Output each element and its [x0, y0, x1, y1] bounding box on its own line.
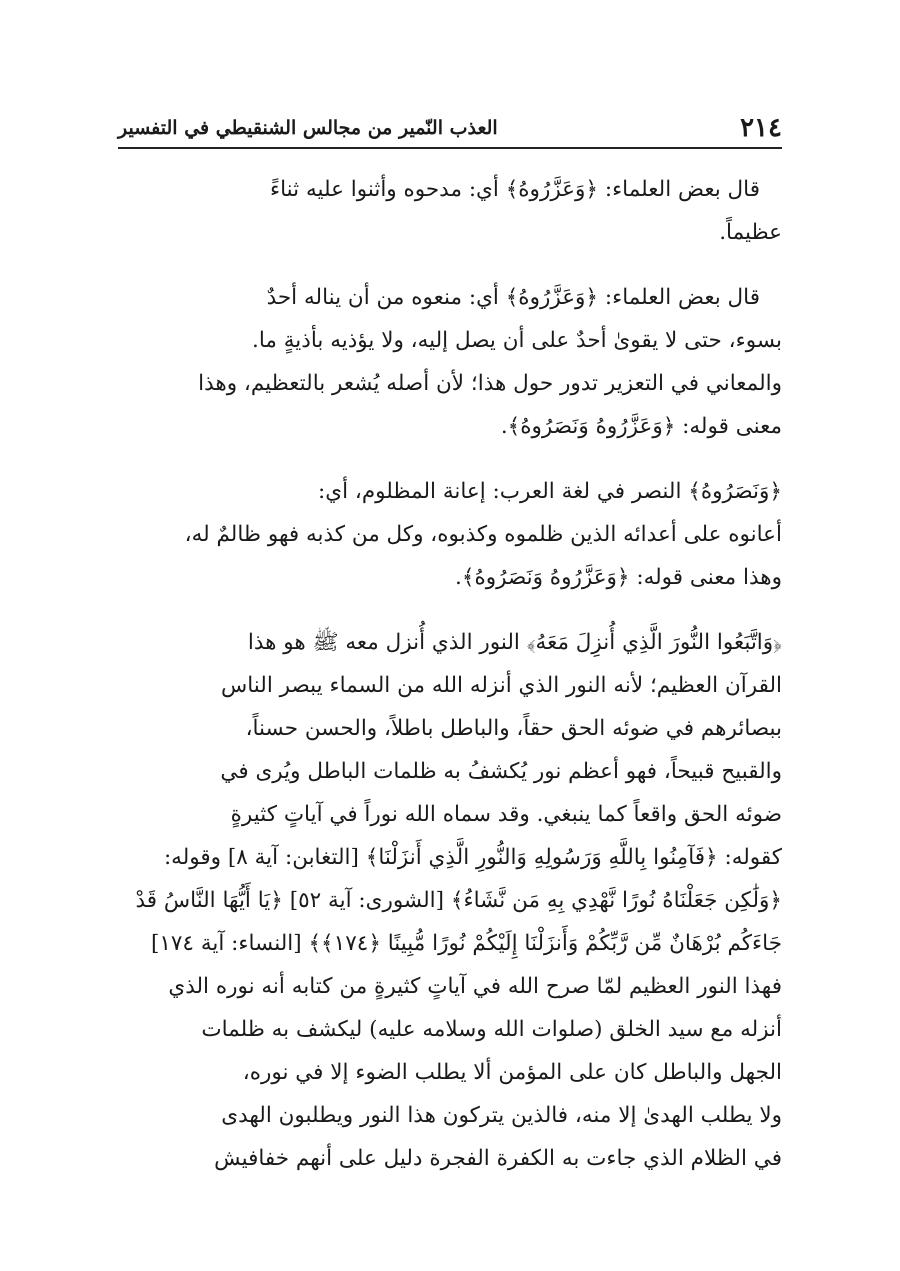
text-line: كقوله: ﴿فَآمِنُوا بِاللَّهِ وَرَسُولِهِ وَالنُّورِ الَّذِي أَنزَلْنَا﴾ [التغابن: آية ٨] وقوله:	[163, 845, 782, 870]
text-line: والقبيح قبيحاً، فهو أعظم نور يُكشفُ به ظلمات الباطل ويُرى في	[220, 759, 782, 784]
paragraph	[118, 276, 782, 448]
text-line: بسوء، حتى لا يقوىٰ أحدٌ على أن يصل إليه، ولا يؤذيه بأذيةٍ ما.	[252, 328, 782, 353]
text-line: جَاءَكُم بُرْهَانٌ مِّن رَّبِّكُمْ وَأَنزَلْنَا إِلَيْكُمْ نُورًا مُّبِينًا ﴿١٧٤﴾﴾ [النساء: آية ١٧٤]	[150, 931, 782, 956]
text-line: ﴿وَنَصَرُوهُ﴾ النصر في لغة العرب: إعانة المظلوم، أي:	[318, 479, 782, 504]
text-line: والمعاني في التعزير تدور حول هذا؛ لأن أصله يُشعر بالتعظيم، وهذا	[198, 371, 782, 396]
page-header	[118, 105, 782, 145]
text-line: ضوئه الحق واقعاً كما ينبغي. وقد سماه الله نوراً في آياتٍ كثيرةٍ	[230, 802, 782, 827]
page-body	[118, 168, 782, 1201]
header-divider	[118, 147, 782, 149]
text-line: قال بعض العلماء: ﴿وَعَزَّرُوهُ﴾ أي: منعوه من أن يناله أحدٌ	[266, 285, 760, 310]
text-line: ﴿وَاتَّبَعُوا النُّورَ الَّذِي أُنزِلَ مَعَهُ﴾ النور الذي أُنزل معه ﷺ هو هذا	[247, 630, 782, 655]
text-line: أعانوه على أعدائه الذين ظلموه وكذبوه، وكل من كذبه فهو ظالمٌ له،	[184, 522, 782, 547]
text-line: القرآن العظيم؛ لأنه النور الذي أنزله الله من السماء يبصر الناس	[221, 673, 782, 698]
text-line: في الظلام الذي جاءت به الكفرة الفجرة دليل على أنهم خفافيش	[214, 1146, 782, 1171]
text-line: أنزله مع سيد الخلق (صلوات الله وسلامه عليه) ليكشف به ظلمات	[201, 1017, 782, 1042]
page-number: ٢١٤	[740, 113, 782, 143]
text-line: فهذا النور العظيم لمّا صرح الله في آياتٍ كثيرةٍ من كتابه أنه نوره الذي	[168, 974, 782, 999]
text-line: ببصائرهم في ضوئه الحق حقاً، والباطل باطلاً، والحسن حسناً،	[245, 716, 782, 741]
paragraph	[118, 621, 782, 1180]
text-line: وهذا معنى قوله: ﴿وَعَزَّرُوهُ وَنَصَرُوهُ﴾.	[455, 565, 782, 590]
paragraph	[118, 168, 782, 254]
text-line: ﴿وَلَٰكِن جَعَلْنَاهُ نُورًا نَّهْدِي بِهِ مَن نَّشَاءُ﴾ [الشورى: آية ٥٢] ﴿يَا أَيُّهَا النَّاسُ قَدْ	[135, 888, 782, 913]
paragraph	[118, 470, 782, 599]
text-line: قال بعض العلماء: ﴿وَعَزَّرُوهُ﴾ أي: مدحوه وأثنوا عليه ثناءً	[270, 177, 760, 202]
text-line: الجهل والباطل كان على المؤمن ألا يطلب الضوء إلا في نوره،	[242, 1060, 782, 1085]
text-line: ولا يطلب الهدىٰ إلا منه، فالذين يتركون هذا النور ويطلبون الهدى	[221, 1103, 782, 1128]
text-line: معنى قوله: ﴿وَعَزَّرُوهُ وَنَصَرُوهُ﴾.	[500, 414, 782, 439]
text-line: عظيماً.	[719, 220, 782, 245]
running-title: العذب النّمير من مجالس الشنقيطي في التفسير	[118, 117, 498, 139]
